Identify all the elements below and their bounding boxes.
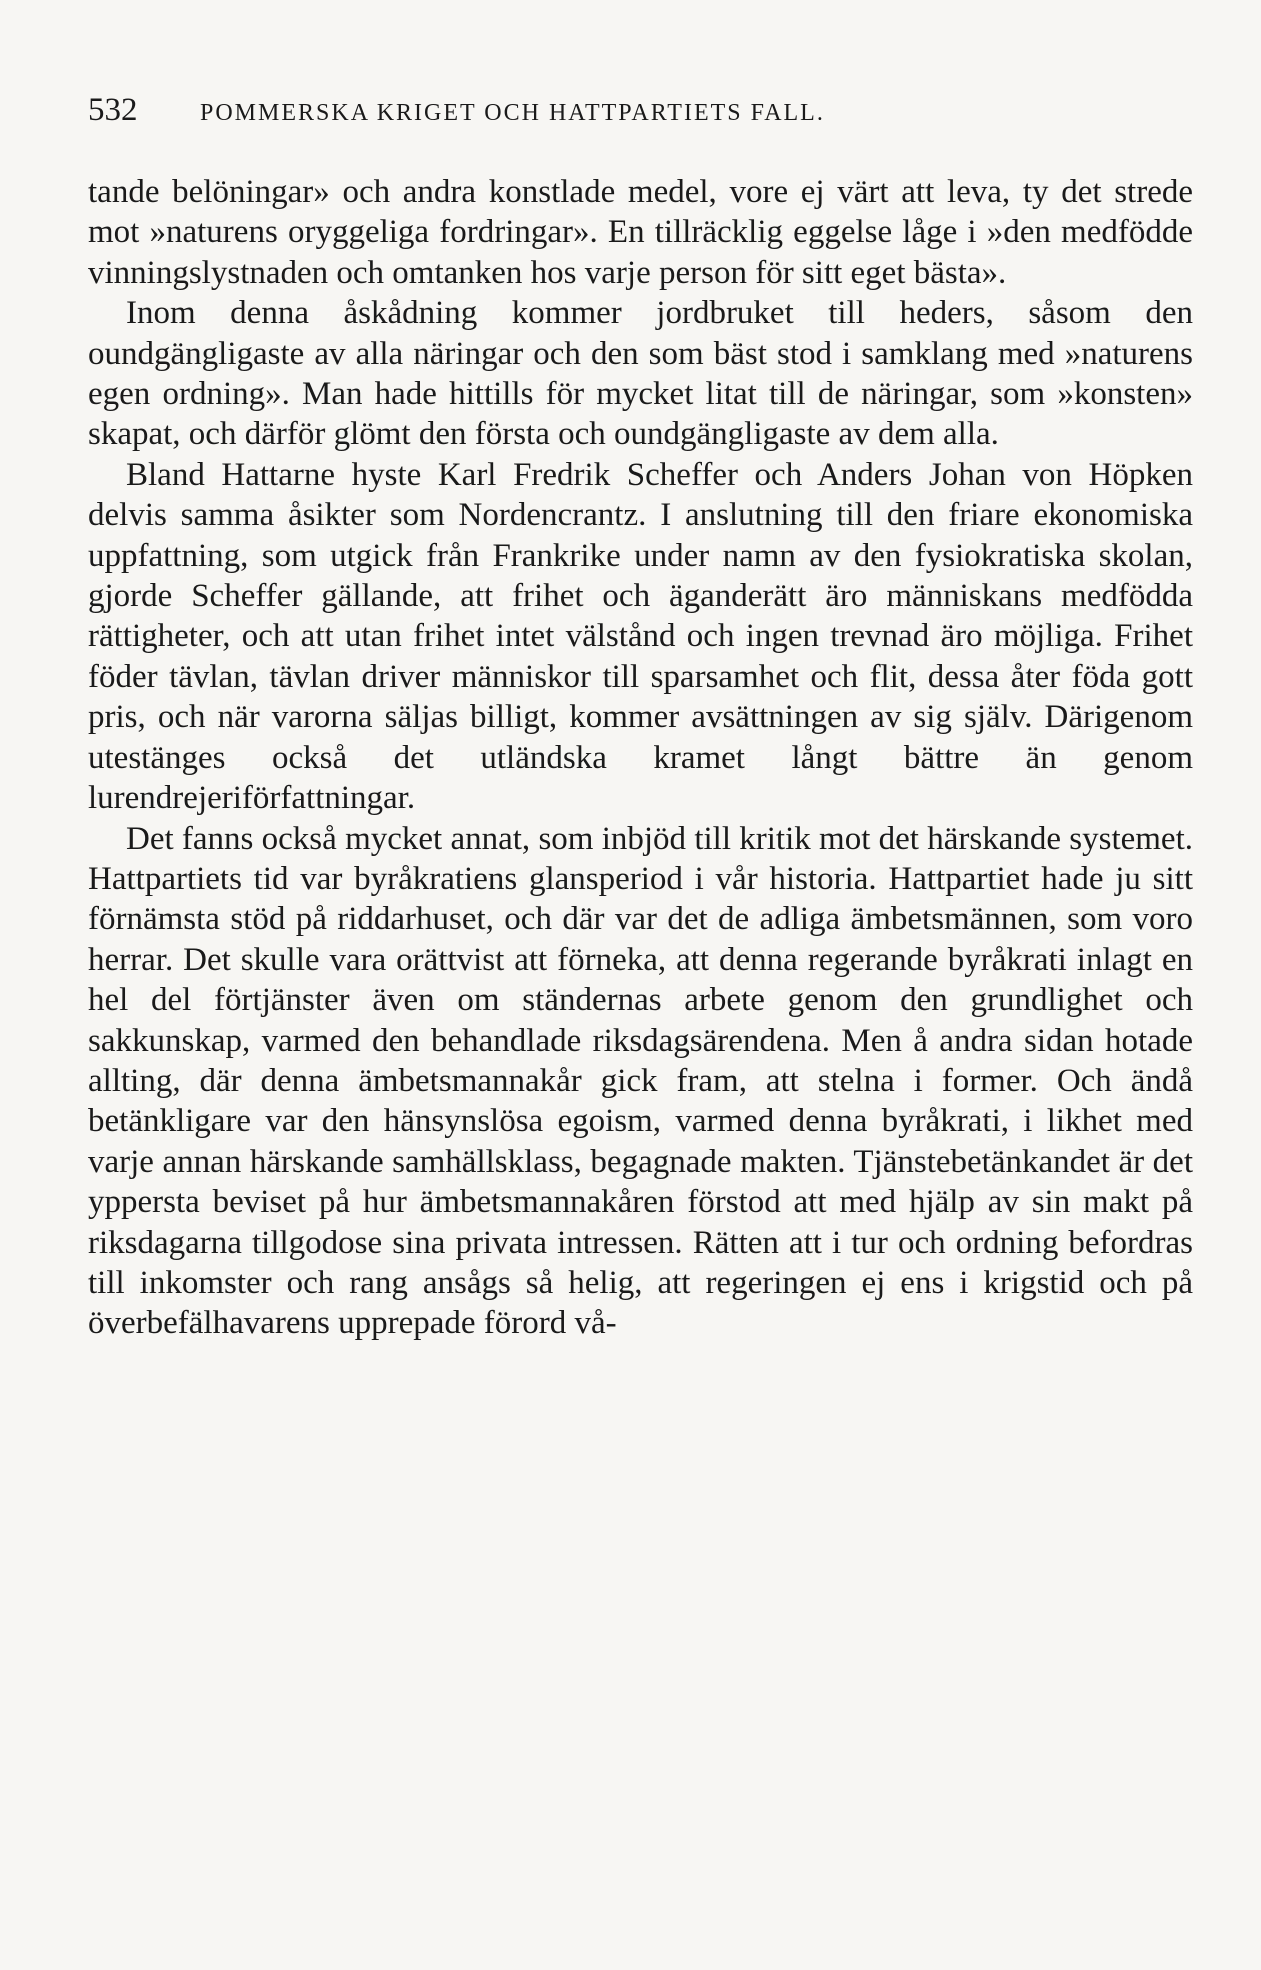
page-number: 532 bbox=[88, 92, 138, 128]
body-text bbox=[88, 172, 1193, 1344]
running-head bbox=[88, 92, 1193, 132]
book-page bbox=[88, 92, 1193, 1344]
paragraph-jordbruket: Inom denna åskådning kommer jordbruket till heders, såsom den oundgängligaste av alla näringar och den som bäst stod i samklang med »naturens egen ordning». Man hade hittills för mycket litat till de näringar, som »konsten» skapat, och därför glömt den första och oundgängligaste av dem alla. bbox=[88, 295, 1193, 453]
paragraph-continuation: tande belöningar» och andra konstlade medel, vore ej värt att leva, ty det strede mot »naturens oryggeliga fordringar». En tillräcklig eggelse låge i »den medfödde vinningslystnaden och omtanken hos varje person för sitt eget bästa». bbox=[88, 174, 1193, 291]
paragraph-hattarne: Bland Hattarne hyste Karl Fredrik Scheffer och Anders Johan von Höpken delvis samma åsikter som Nordencrantz. I anslutning till den friare ekonomiska uppfattning, som utgick från Frankrike under namn av den fysiokratiska skolan, gjorde Scheffer gällande, att frihet och äganderätt äro människans medfödda rättigheter, och att utan frihet intet välstånd och ingen trevnad äro möjliga. Frihet föder tävlan, tävlan driver människor till sparsamhet och flit, dessa åter föda gott pris, och när varorna säljas billigt, kommer avsättningen av sig själv. Därigenom utestänges också det utländska kramet långt bättre än genom lurendrejeriförfattningar. bbox=[88, 456, 1193, 817]
paragraph-byrakrati: Det fanns också mycket annat, som inbjöd till kritik mot det härskande systemet. Hattpartiets tid var byråkratiens glansperiod i vår historia. Hattpartiet hade ju sitt förnämsta stöd på riddarhuset, och där var det de adliga ämbetsmännen, som voro herrar. Det skulle vara orättvist att förneka, att denna regerande byråkrati inlagt en hel del förtjänster även om ständernas arbete genom den grundlighet och sakkunskap, varmed den behandlade riksdagsärendena. Men å andra sidan hotade allting, där denna ämbetsmannakår gick fram, att stelna i former. Och ändå betänkligare var den hänsynslösa egoism, varmed denna byråkrati, i likhet med varje annan härskande samhällsklass, begagnade makten. Tjänstebetänkandet är det yppersta beviset på hur ämbetsmannakåren förstod att med hjälp av sin makt på riksdagarna tillgodose sina privata intressen. Rätten att i tur och ordning befordras till inkomster och rang ansågs så helig, att regeringen ej ens i krigstid och på överbefälhavarens upprepade förord vå- bbox=[88, 820, 1193, 1342]
running-title: POMMERSKA KRIGET OCH HATTPARTIETS FALL. bbox=[200, 100, 825, 126]
